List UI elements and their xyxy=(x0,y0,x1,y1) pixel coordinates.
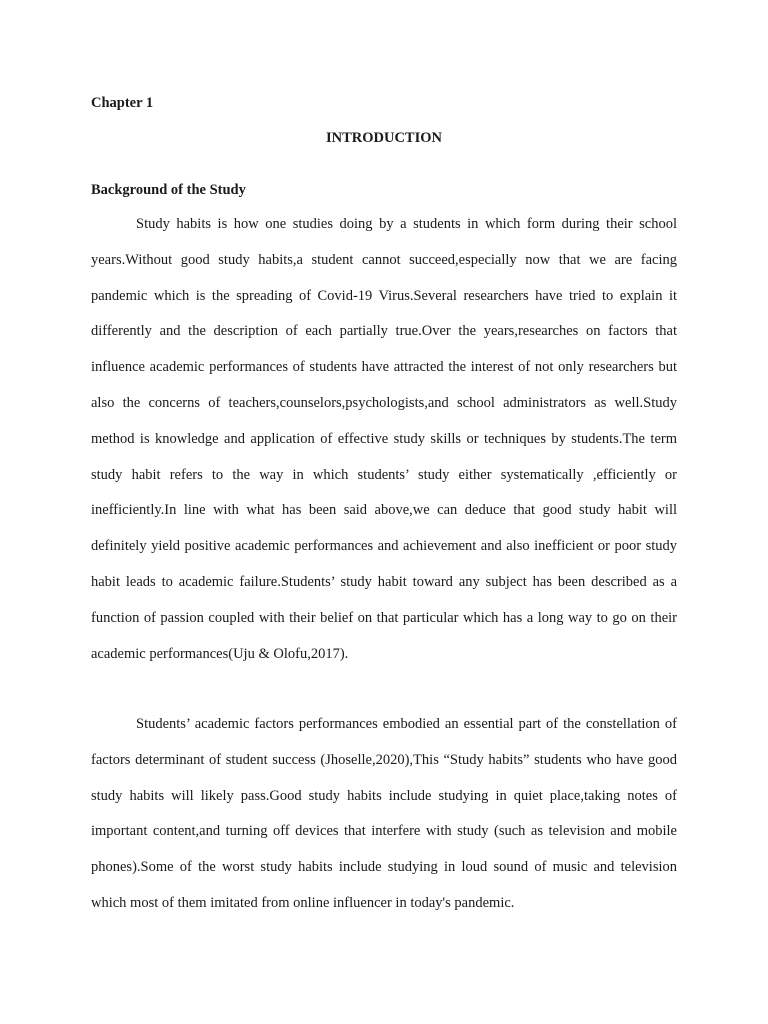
section-heading: Background of the Study xyxy=(91,182,246,198)
chapter-label: Chapter 1 xyxy=(91,95,154,111)
body-paragraph: Students’ academic factors performances embodied an essential part of the constellation of factors determinant of student success (Jhoselle,2020),This “Study habits” students who have good study habits will likely pass.Good study habits include studying in quiet place,taking notes of important content,and turning off devices that interfere with study (such as television and mobile phones).Some of the worst study habits include studying in loud sound of music and television which most of them imitated from online influencer in today's pandemic. xyxy=(91,716,677,911)
title-text: INTRODUCTION xyxy=(325,130,442,146)
body-paragraph: Study habits is how one studies doing by a students in which form during their school years.Without good study habits,a student cannot succeed,especially now that we are facing pandemic which is the spreading of Covid-19 Virus.Several researchers have tried to explain it differently and the description of each partially true.Over the years,researches on factors that influence academic performances of students have attracted the interest of not only researchers but also the concerns of teachers,counselors,psychologists,and school administrators as well.Study method is knowledge and application of effective study skills or techniques by students.The term study habit refers to the way in which students’ study either systematically ,efficiently or inefficiently.In line with what has been said above,we can deduce that good study habit will definitely yield positive academic performances and achievement and also inefficient or poor study habit leads to academic failure.Students’ study habit toward any subject has been described as a function of passion coupled with their belief on that particular which has a long way to go on their academic performances(Uju & Olofu,2017). xyxy=(91,216,677,662)
page-title xyxy=(0,128,768,148)
